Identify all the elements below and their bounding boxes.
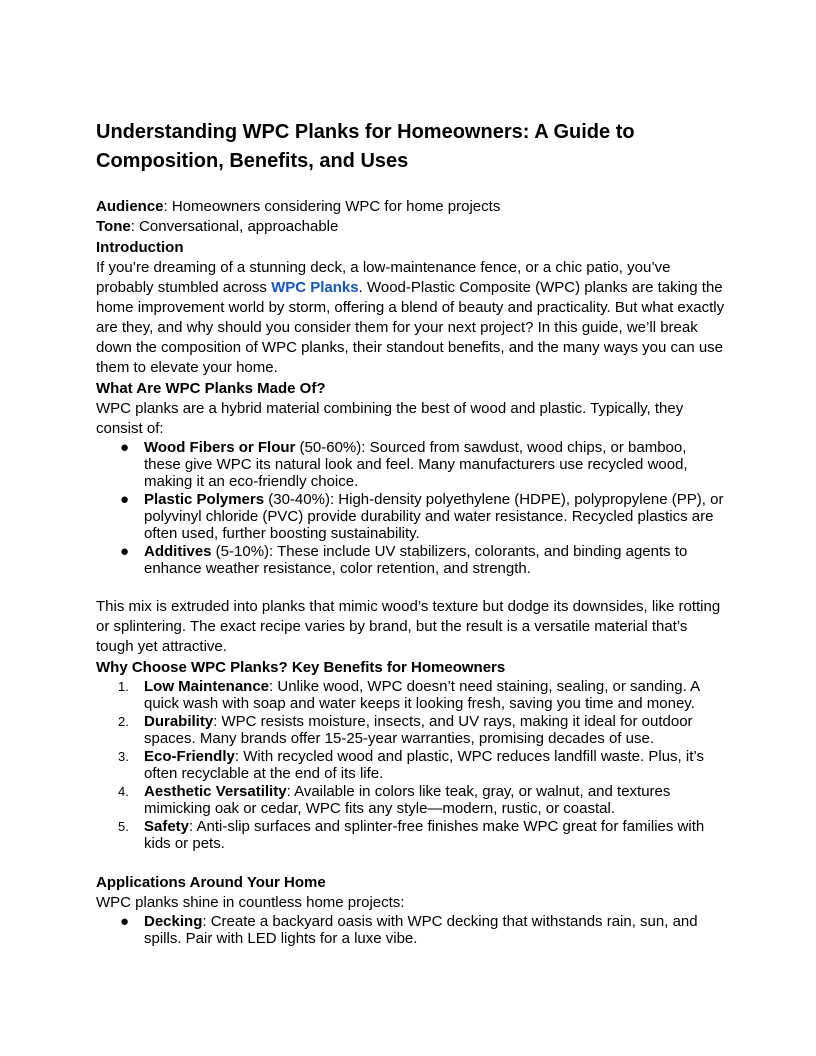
intro-heading: Introduction [96, 239, 184, 256]
item-text: : Anti-slip surfaces and splinter-free finishes make WPC great for families with kids or pets. [144, 818, 705, 852]
benefits-list [96, 678, 726, 852]
item-term: Decking [144, 913, 203, 930]
list-item [96, 543, 726, 577]
document-page [96, 118, 726, 948]
tone-value: : Conversational, approachable [130, 218, 339, 235]
item-term: Aesthetic Versatility [144, 783, 287, 800]
list-item [96, 818, 726, 852]
composition-closing: This mix is extruded into planks that mimic wood’s texture but dodge its downsides, like rotting or splintering. The exact recipe varies by brand, but the result is a versatile material that’s tough yet attractive. [96, 598, 721, 655]
composition-heading: What Are WPC Planks Made Of? [96, 380, 326, 397]
item-text: : Create a backyard oasis with WPC decking that withstands rain, sun, and spills. Pair with LED lights for a luxe vibe. [144, 913, 698, 947]
list-item [96, 713, 726, 747]
list-number: 4. [118, 784, 129, 799]
item-text: : With recycled wood and plastic, WPC reduces landfill waste. Plus, it’s often recyclable at the end of its life. [144, 748, 704, 782]
item-text: : WPC resists moisture, insects, and UV rays, making it ideal for outdoor spaces. Many brands offer 15-25-year warranties, promising decades of use. [144, 713, 693, 747]
list-number: 1. [118, 679, 129, 694]
item-term: Additives [144, 543, 212, 560]
list-item [96, 783, 726, 817]
audience-line [96, 197, 726, 217]
intro-paragraph [96, 258, 726, 378]
item-term: Wood Fibers or Flour [144, 439, 296, 456]
intro-text-before: If you’re dreaming of a stunning deck, a low-maintenance fence, or a chic patio, you’ve probably stumbled across [96, 259, 671, 296]
bullet-icon: ● [120, 491, 130, 508]
composition-lead: WPC planks are a hybrid material combining the best of wood and plastic. Typically, they consist of: [96, 400, 684, 437]
item-term: Eco-Friendly [144, 748, 235, 765]
tone-label: Tone [96, 218, 131, 235]
audience-label: Audience [96, 198, 164, 215]
list-item [96, 491, 726, 542]
wpc-planks-link[interactable]: WPC Planks [271, 279, 359, 296]
list-number: 5. [118, 819, 129, 834]
benefits-heading: Why Choose WPC Planks? Key Benefits for Homeowners [96, 659, 506, 676]
tone-line [96, 217, 726, 237]
item-text: (30-40%): High-density polyethylene (HDPE), polypropylene (PP), or polyvinyl chloride (PVC) provide durability and water resistance. Recycled plastics are often used, further boosting sustainability. [144, 491, 724, 542]
list-item [96, 678, 726, 712]
item-term: Low Maintenance [144, 678, 270, 695]
list-number: 3. [118, 749, 129, 764]
list-number: 2. [118, 714, 129, 729]
item-term: Durability [144, 713, 214, 730]
applications-lead: WPC planks shine in countless home projects: [96, 894, 405, 911]
list-item [96, 748, 726, 782]
bullet-icon: ● [120, 543, 130, 560]
list-item [96, 439, 726, 490]
item-term: Plastic Polymers [144, 491, 265, 508]
item-term: Safety [144, 818, 190, 835]
item-text: (50-60%): Sourced from sawdust, wood chips, or bamboo, these give WPC its natural look and feel. Many manufacturers use recycled wood, making it an eco-friendly choice. [144, 439, 688, 490]
audience-value: : Homeowners considering WPC for home projects [163, 198, 501, 215]
list-item [96, 913, 726, 947]
applications-heading: Applications Around Your Home [96, 874, 326, 891]
bullet-icon: ● [120, 913, 130, 930]
item-text: (5-10%): These include UV stabilizers, colorants, and binding agents to enhance weather resistance, color retention, and strength. [144, 543, 688, 577]
intro-text-after: . Wood-Plastic Composite (WPC) planks are taking the home improvement world by storm, offering a blend of beauty and practicality. But what exactly are they, and why should you consider them for your next project? In this guide, we’ll break down the composition of WPC planks, their standout benefits, and the many ways you can use them to elevate your home. [96, 279, 725, 376]
composition-list [96, 439, 726, 577]
item-text: : Unlike wood, WPC doesn’t need staining, sealing, or sanding. A quick wash with soap and water keeps it looking fresh, saving you time and money. [144, 678, 700, 712]
item-text: : Available in colors like teak, gray, or walnut, and textures mimicking oak or cedar, WPC fits any style—modern, rustic, or coastal. [144, 783, 671, 817]
applications-list [96, 913, 726, 947]
bullet-icon: ● [120, 439, 130, 456]
document-title: Understanding WPC Planks for Homeowners: A Guide to Composition, Benefits, and Uses [96, 121, 635, 172]
